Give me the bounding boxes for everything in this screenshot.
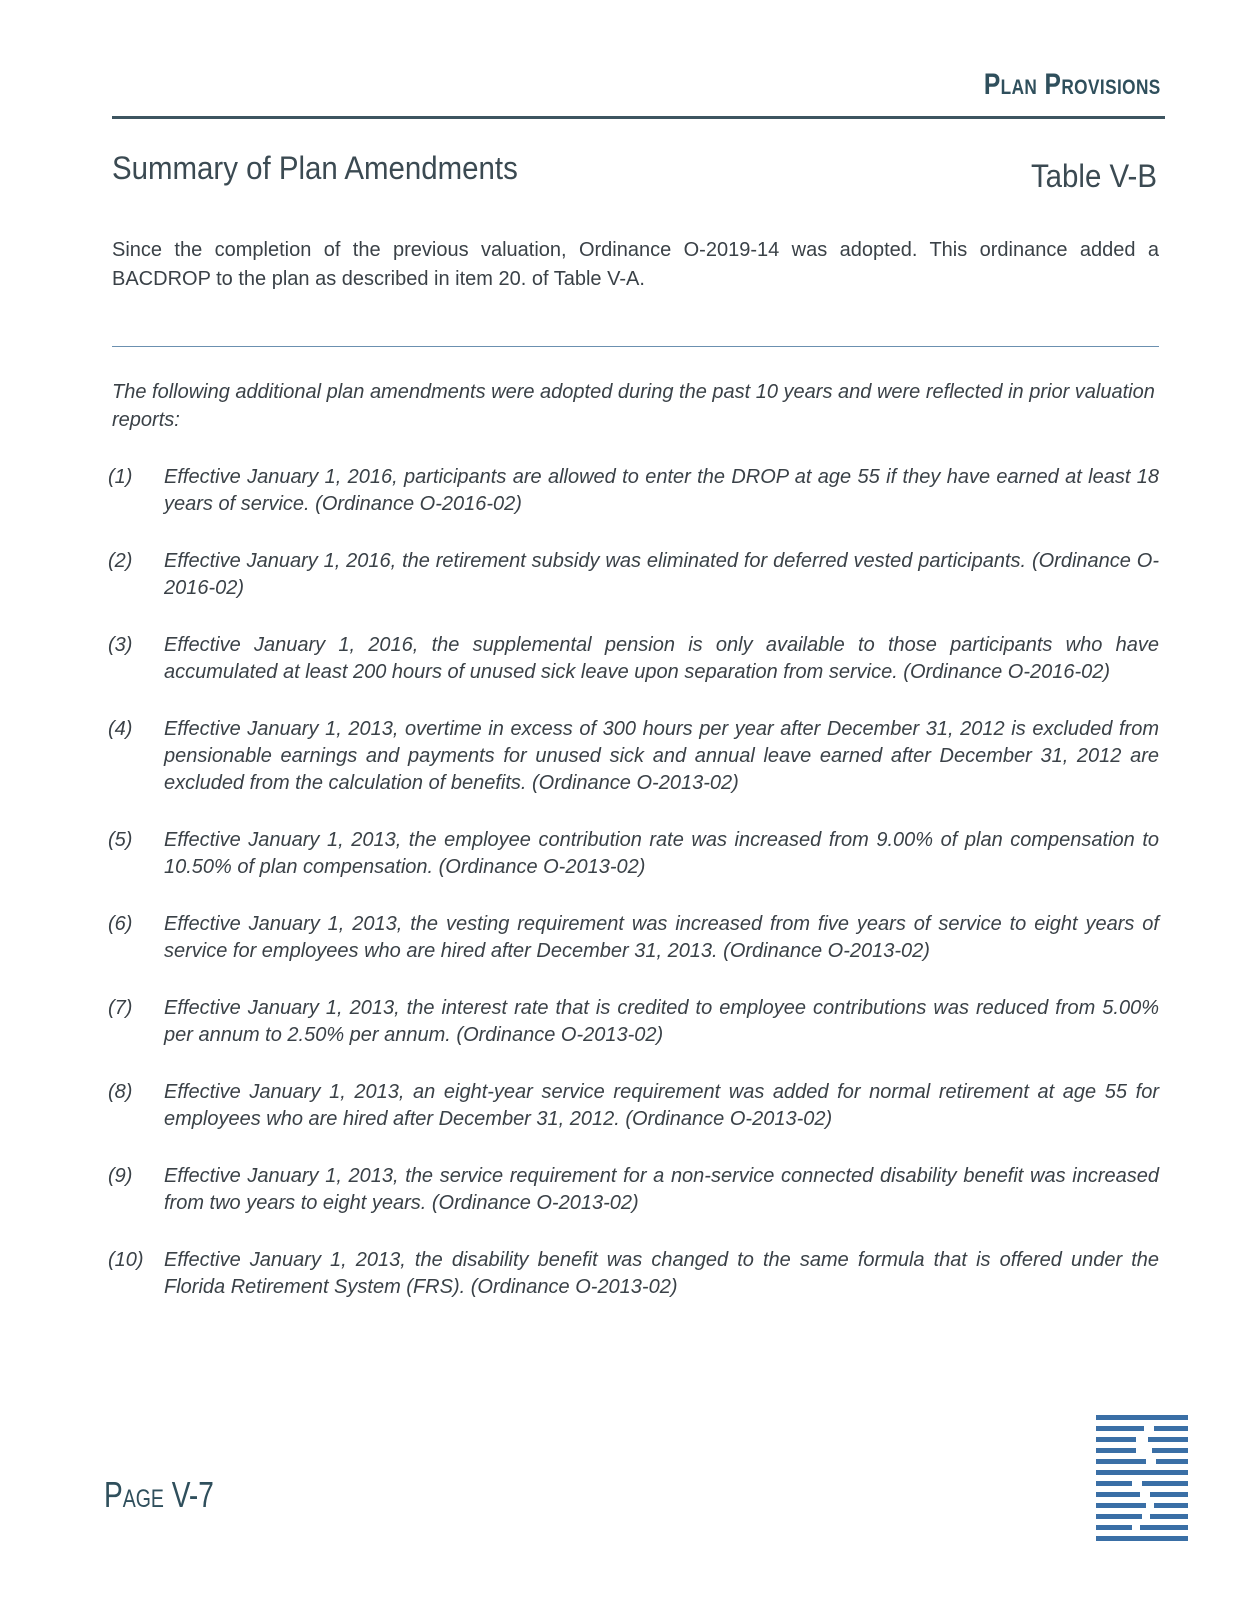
- item-number: (10): [108, 1249, 144, 1271]
- lead-paragraph: The following additional plan amendments were adopted during the past 10 years and were reflected in prior valuation reports:: [112, 381, 1155, 431]
- amendment-list: [108, 464, 1159, 1331]
- item-number: (9): [108, 1165, 133, 1187]
- list-item: [108, 827, 1159, 881]
- company-logo-icon: [1096, 1415, 1188, 1545]
- item-text: Effective January 1, 2013, the employee contribution rate was increased from 9.00% of plan compensation to 10.50% of plan compensation. (Ordinance O-2013-02): [164, 829, 1159, 878]
- item-number: (1): [108, 466, 133, 488]
- item-text: Effective January 1, 2013, the disability benefit was changed to the same formula that is offered under the Florida Retirement System (FRS). (Ordinance O-2013-02): [164, 1249, 1159, 1298]
- item-number: (2): [108, 550, 133, 572]
- list-item: [108, 1247, 1159, 1301]
- item-number: (3): [108, 634, 133, 656]
- item-number: (4): [108, 718, 133, 740]
- list-item: [108, 1079, 1159, 1133]
- list-item: [108, 548, 1159, 602]
- divider: [112, 346, 1159, 347]
- list-item: [108, 716, 1159, 797]
- page-title: Summary of Plan Amendments: [112, 150, 518, 186]
- list-item: [108, 1163, 1159, 1217]
- list-item: [108, 632, 1159, 686]
- item-text: Effective January 1, 2013, the vesting requirement was increased from five years of service to eight years of service for employees who are hired after December 31, 2013. (Ordinance O-2013-02): [164, 913, 1159, 962]
- header-rule: [112, 116, 1165, 119]
- item-number: (7): [108, 997, 133, 1019]
- item-text: Effective January 1, 2016, the supplemental pension is only available to those participants who have accumulated at least 200 hours of unused sick leave upon separation from service. (Ordinance O-2016-02): [164, 634, 1159, 683]
- section-title: Plan Provisions: [984, 68, 1161, 101]
- item-text: Effective January 1, 2013, the interest rate that is credited to employee contributions was reduced from 5.00% per annum to 2.50% per annum. (Ordinance O-2013-02): [164, 997, 1159, 1046]
- item-text: Effective January 1, 2013, the service requirement for a non-service connected disability benefit was increased from two years to eight years. (Ordinance O-2013-02): [164, 1165, 1159, 1214]
- item-number: (6): [108, 913, 133, 935]
- item-text: Effective January 1, 2016, the retirement subsidy was eliminated for deferred vested participants. (Ordinance O-2016-02): [164, 550, 1159, 599]
- table-label: Table V-B: [1030, 158, 1157, 194]
- item-number: (5): [108, 829, 133, 851]
- item-text: Effective January 1, 2013, overtime in excess of 300 hours per year after December 31, 2012 is excluded from pensionable earnings and payments for unused sick and annual leave earned after December 31, 2012 are excluded from the calculation of benefits. (Ordinance O-2013-02): [164, 718, 1159, 794]
- item-number: (8): [108, 1081, 133, 1103]
- item-text: Effective January 1, 2013, an eight-year service requirement was added for normal retirement at age 55 for employees who are hired after December 31, 2012. (Ordinance O-2013-02): [164, 1081, 1159, 1130]
- list-item: [108, 911, 1159, 965]
- page-number: Page V-7: [104, 1474, 214, 1515]
- list-item: [108, 995, 1159, 1049]
- item-text: Effective January 1, 2016, participants are allowed to enter the DROP at age 55 if they have earned at least 18 years of service. (Ordinance O-2016-02): [164, 466, 1159, 515]
- intro-paragraph: Since the completion of the previous valuation, Ordinance O-2019-14 was adopted. This ordinance added a BACDROP to the plan as described in item 20. of Table V-A.: [112, 239, 1159, 290]
- list-item: [108, 464, 1159, 518]
